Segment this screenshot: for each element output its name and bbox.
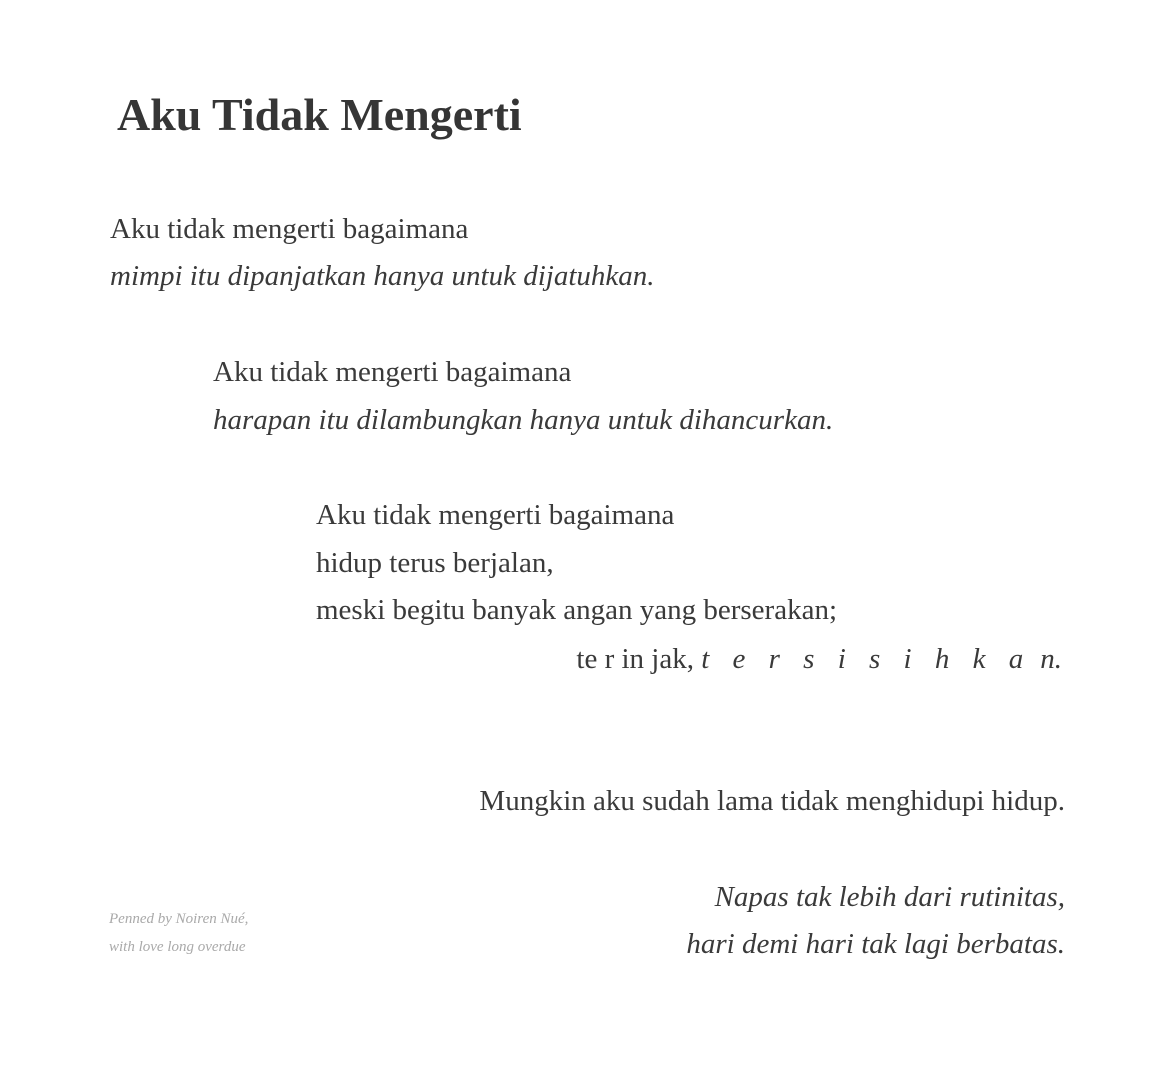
stanza4-line1: Mungkin aku sudah lama tidak menghidupi hidup. (479, 785, 1065, 817)
stanza5-line2: hari demi hari tak lagi berbatas. (686, 928, 1065, 960)
poem-title: Aku Tidak Mengerti (117, 89, 522, 140)
stanza1-line1: Aku tidak mengerti bagaimana (110, 213, 469, 245)
stanza3-line4-part3: n. (1040, 643, 1062, 675)
stanza3-line4 (576, 641, 1062, 677)
credit-line1: Penned by Noiren Nué, (109, 911, 249, 927)
credit-line2: with love long overdue (109, 939, 246, 955)
stanza3-line3: meski begitu banyak angan yang berserakan; (316, 594, 838, 626)
stanza3-line4-part1: te r in jak, (576, 643, 694, 675)
stanza3-line2: hidup terus berjalan, (316, 547, 554, 579)
stanza2-line2: harapan itu dilambungkan hanya untuk dihancurkan. (213, 404, 834, 436)
stanza2-line1: Aku tidak mengerti bagaimana (213, 356, 572, 388)
stanza3-line4-part2: t e r s i s i h k a (701, 643, 1032, 675)
stanza1-line2: mimpi itu dipanjatkan hanya untuk dijatuhkan. (110, 260, 655, 292)
stanza5-line1: Napas tak lebih dari rutinitas, (714, 881, 1065, 913)
stanza3-line1: Aku tidak mengerti bagaimana (316, 499, 675, 531)
